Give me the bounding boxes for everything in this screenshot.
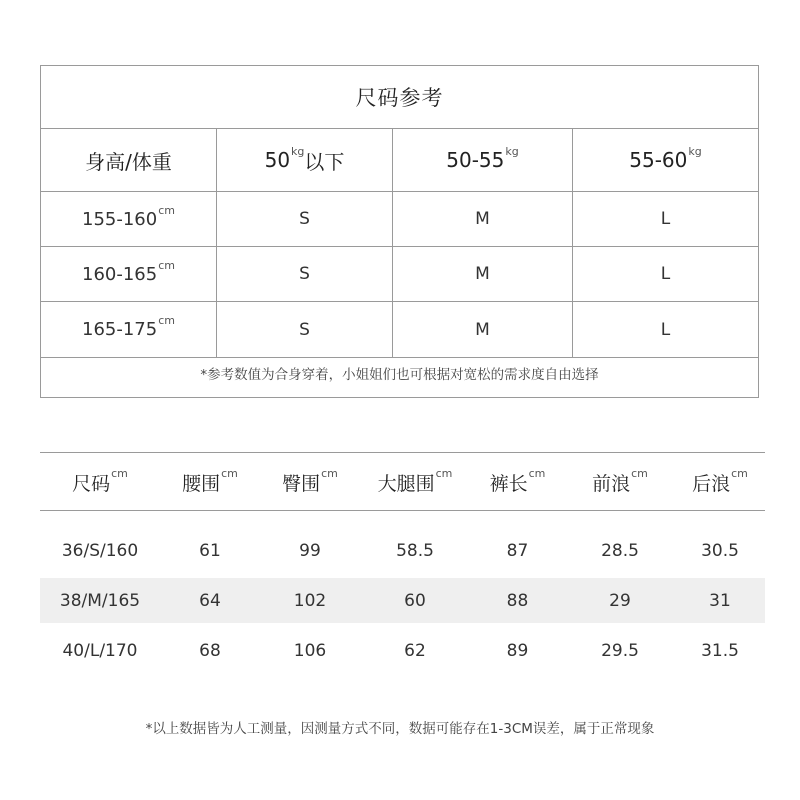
back-rise-value: 30.5	[701, 540, 739, 561]
thigh-value: 62	[404, 640, 426, 661]
hip-value: 102	[293, 590, 327, 611]
measurement-row	[40, 528, 765, 573]
kg-unit: kg	[291, 144, 305, 158]
measurement-disclaimer: *以上数据皆为人工测量，因测量方式不同，数据可能存在1-3CM误差，属于正常现象	[145, 721, 655, 737]
cm-unit: cm	[221, 466, 238, 480]
divider	[40, 452, 765, 453]
waist-value: 68	[199, 640, 221, 661]
size-reference-table	[40, 65, 759, 398]
size-reference-row	[41, 192, 758, 247]
header-label: 腰围	[182, 472, 221, 495]
cm-unit: cm	[158, 258, 175, 272]
waist-value: 64	[199, 590, 221, 611]
header-label: 尺码	[72, 472, 111, 495]
header-weight-55-60-value: 55-60	[629, 148, 688, 172]
measurement-header-row	[40, 454, 765, 510]
height-range-value: 160-165	[82, 263, 158, 285]
length-value: 89	[506, 640, 529, 661]
size-reference-header-row	[41, 129, 758, 192]
cm-unit: cm	[631, 466, 648, 480]
size-cell: M	[393, 302, 573, 357]
front-rise-value: 28.5	[601, 540, 639, 561]
length-value: 87	[506, 540, 529, 561]
cm-unit: cm	[158, 314, 175, 327]
size-cell: L	[660, 264, 671, 284]
height-range-value: 155-160	[82, 208, 158, 230]
size-cell: S	[217, 302, 393, 357]
header-weight-under-50	[217, 129, 393, 191]
cm-unit: cm	[731, 466, 748, 480]
height-range	[41, 192, 217, 246]
measurement-row	[40, 578, 765, 623]
header-size	[40, 454, 160, 510]
size-label: 38/M/165	[59, 590, 141, 611]
size-cell: S	[217, 247, 393, 301]
length-value: 88	[506, 590, 529, 611]
header-front-rise	[565, 454, 675, 510]
size-label: 36/S/160	[61, 540, 139, 561]
kg-unit: kg	[688, 144, 702, 158]
header-hip	[260, 454, 360, 510]
header-label: 裤长	[489, 472, 528, 495]
height-range-value: 165-175	[82, 319, 158, 340]
size-cell: S	[217, 192, 393, 246]
measurement-row	[40, 628, 765, 673]
back-rise-value: 31	[709, 590, 731, 611]
cm-unit: cm	[528, 466, 546, 480]
header-weight-under-50-suffix: 以下	[304, 149, 345, 174]
size-cell: L	[660, 319, 671, 340]
size-reference-note: *参考数值为合身穿着，小姐姐们也可根据对宽松的需求度自由选择	[200, 367, 599, 383]
header-height-weight-label: 身高/体重	[85, 149, 172, 174]
header-thigh	[360, 454, 470, 510]
size-cell: M	[393, 247, 573, 301]
waist-value: 61	[199, 540, 221, 561]
header-weight-under-50-value: 50	[264, 148, 291, 172]
size-reference-row	[41, 247, 758, 302]
header-label: 臀围	[282, 472, 321, 495]
front-rise-value: 29	[609, 590, 631, 611]
thigh-value: 58.5	[396, 540, 434, 561]
cm-unit: cm	[321, 466, 338, 480]
header-height-weight	[41, 129, 217, 191]
cm-unit: cm	[435, 466, 453, 480]
thigh-value: 60	[404, 590, 426, 611]
cm-unit: cm	[111, 466, 128, 480]
cm-unit: cm	[158, 203, 175, 217]
header-label: 大腿围	[377, 472, 435, 495]
header-weight-55-60	[573, 129, 758, 191]
size-cell: L	[660, 209, 671, 229]
header-label: 前浪	[592, 472, 631, 495]
header-weight-50-55-value: 50-55	[446, 148, 505, 172]
header-weight-50-55	[393, 129, 573, 191]
height-range	[41, 247, 217, 301]
back-rise-value: 31.5	[701, 640, 739, 661]
divider	[40, 510, 765, 511]
front-rise-value: 29.5	[601, 640, 639, 661]
header-label: 后浪	[692, 472, 731, 495]
header-waist	[160, 454, 260, 510]
hip-value: 106	[293, 640, 327, 661]
size-reference-title: 尺码参考	[41, 66, 758, 129]
size-reference-grid	[41, 129, 758, 349]
kg-unit: kg	[505, 144, 519, 158]
hip-value: 99	[299, 540, 321, 561]
size-cell: M	[393, 192, 573, 246]
size-label: 40/L/170	[62, 640, 138, 661]
header-length	[470, 454, 565, 510]
header-back-rise	[675, 454, 765, 510]
